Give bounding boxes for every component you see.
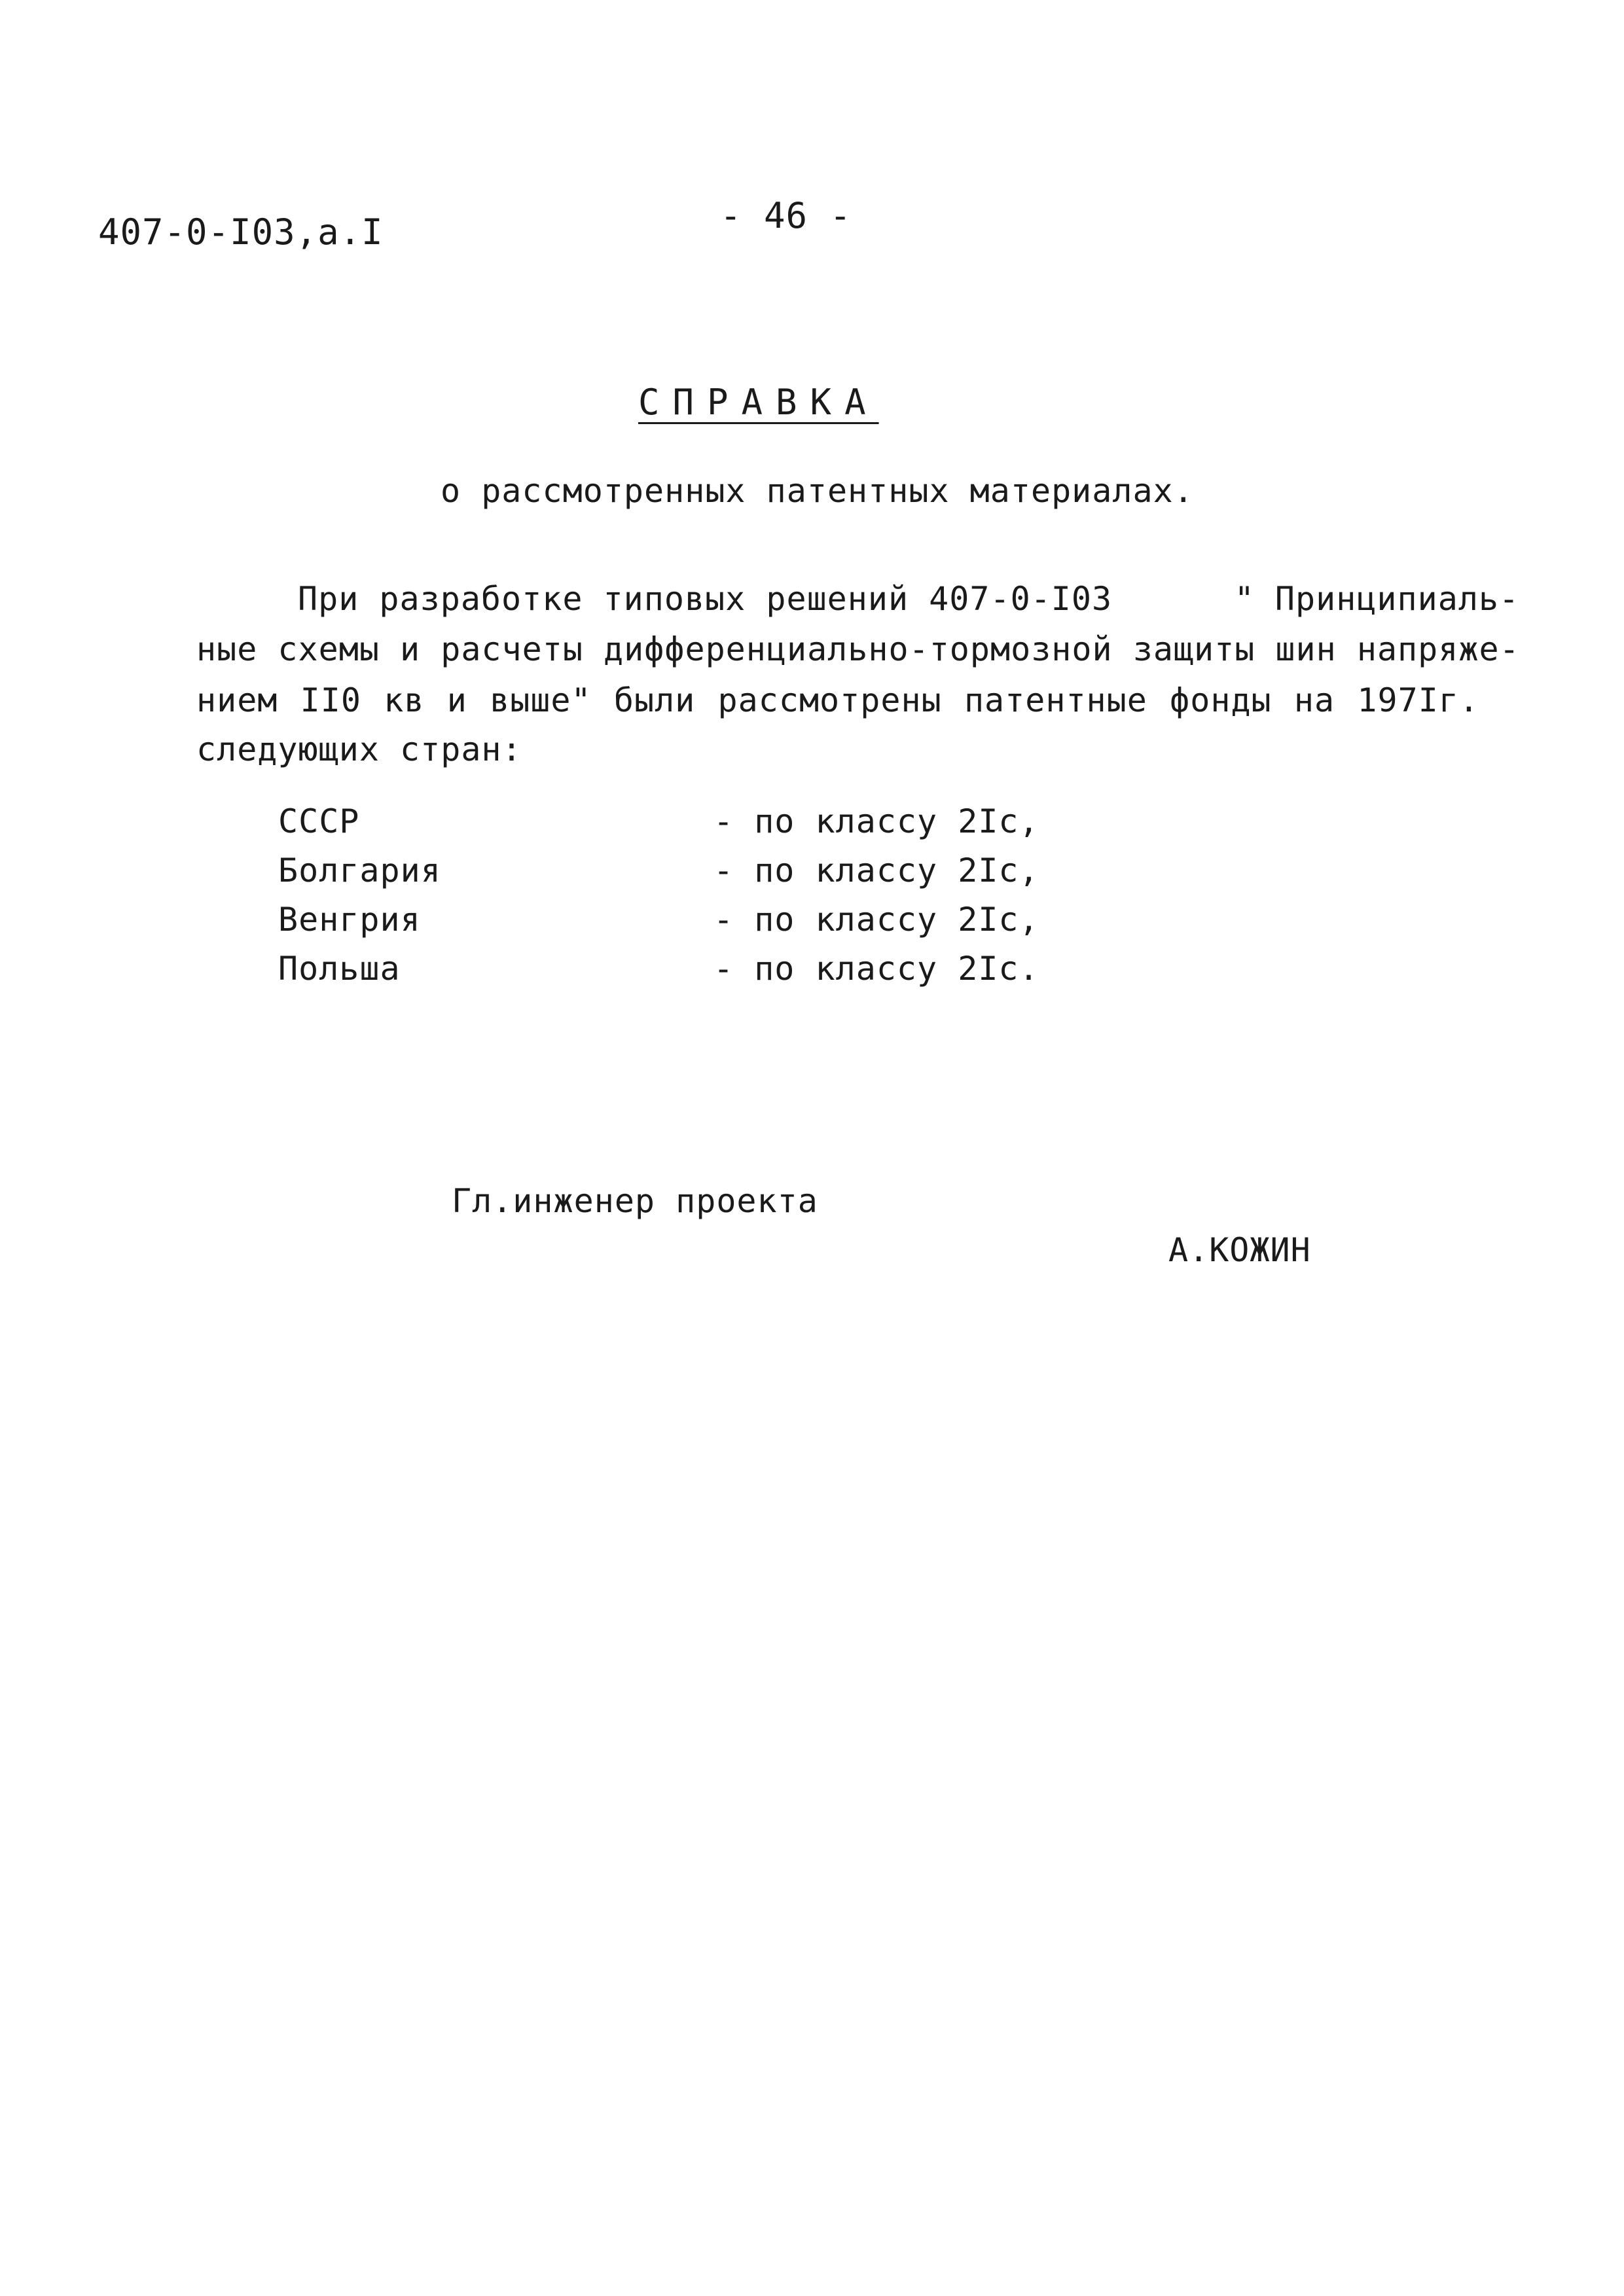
paragraph-line: нием II0 кв и выше" были рассмотрены патентные фонды на 197Iг. — [196, 681, 1479, 719]
patent-class: - по классу 2Iс. — [713, 950, 1039, 988]
patent-class: - по классу 2Iс, — [713, 901, 1039, 939]
country-name: Болгария — [278, 852, 441, 889]
document-subtitle: о рассмотренных патентных материалах. — [441, 472, 1194, 510]
paragraph-line: При разработке типовых решений 407-0-I03 " Принципиаль- — [298, 580, 1520, 618]
country-name: Венгрия — [278, 901, 421, 939]
signatory-name: А.КОЖИН — [1168, 1231, 1311, 1269]
signatory-role: Гл.инженер проекта — [452, 1182, 818, 1220]
paragraph-line: следующих стран: — [196, 730, 522, 768]
document-code: 407-0-I03,a.I — [98, 211, 384, 253]
paragraph-line: ные схемы и расчеты дифференциально-тормозной защиты шин напряже- — [196, 630, 1520, 668]
country-name: СССР — [278, 802, 360, 840]
patent-class: - по классу 2Iс, — [713, 802, 1039, 840]
country-name: Польша — [278, 950, 401, 988]
document-title: СПРАВКА — [638, 382, 879, 423]
patent-class: - по классу 2Iс, — [713, 852, 1039, 889]
page-number: - 46 - — [720, 195, 852, 236]
